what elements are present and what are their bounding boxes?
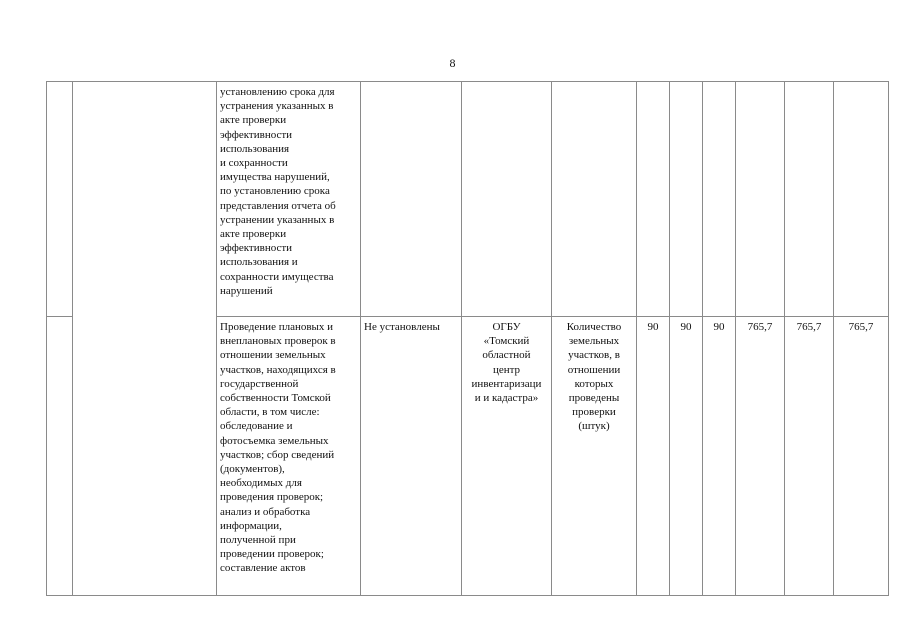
deadline-cell	[361, 82, 462, 317]
value-cell: 90	[637, 317, 670, 596]
index-cell	[47, 82, 73, 317]
value-cell: 765,7	[736, 317, 785, 596]
value-cell: 765,7	[785, 317, 834, 596]
measure-description: Проведение плановых и внеплановых проверок в отношении земельных участков, находящихся в государственной собственности Томской области, в том числе: обследование и фотосъемка земельных участков; сбор сведений (документов), необходимых для проведения проверок; анализ и обработка информации, полученной при проведении проверок; составление актов	[217, 317, 361, 596]
value-cell	[703, 82, 736, 317]
executor-cell: ОГБУ «Томский областной центр инвентаризаци и и кадастра»	[462, 317, 552, 596]
value-cell	[834, 82, 889, 317]
value-cell	[670, 82, 703, 317]
deadline-cell: Не установлены	[361, 317, 462, 596]
program-table	[46, 81, 889, 596]
task-cell	[73, 82, 217, 596]
value-cell: 765,7	[834, 317, 889, 596]
indicator-cell	[552, 82, 637, 317]
value-cell	[637, 82, 670, 317]
indicator-cell: Количество земельных участков, в отношении которых проведены проверки (штук)	[552, 317, 637, 596]
value-cell	[736, 82, 785, 317]
measure-description: установлению срока для устранения указанных в акте проверки эффективности использования и сохранности имущества нарушений, по установлению срока представления отчета об устранении указанных в акте проверки эффективности использования и сохранности имущества нарушений	[217, 82, 361, 317]
table-row	[47, 82, 889, 317]
value-cell: 90	[703, 317, 736, 596]
value-cell	[785, 82, 834, 317]
value-cell: 90	[670, 317, 703, 596]
index-cell	[47, 317, 73, 596]
page-number: 8	[449, 56, 456, 70]
executor-cell	[462, 82, 552, 317]
